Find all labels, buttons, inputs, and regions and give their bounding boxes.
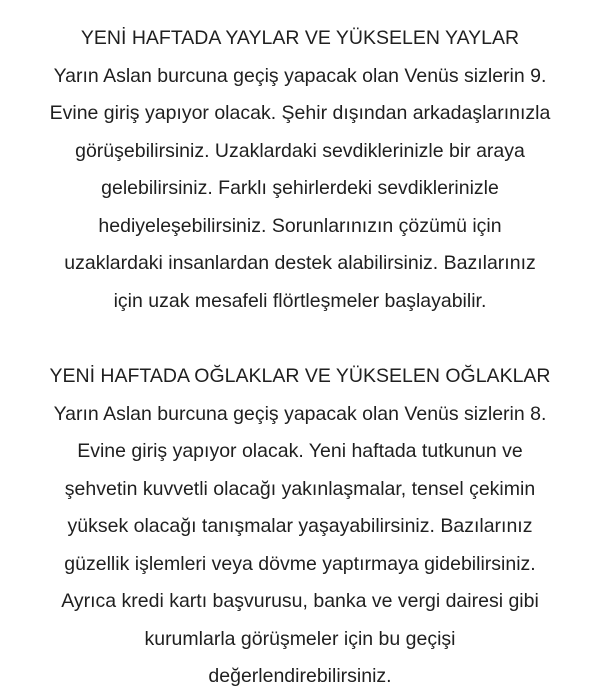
text-line: değerlendirebilirsiniz. bbox=[208, 665, 392, 687]
section-oglaklar bbox=[6, 358, 594, 696]
section-heading: YENİ HAFTADA OĞLAKLAR VE YÜKSELEN OĞLAKLAR bbox=[49, 365, 551, 387]
section-heading: YENİ HAFTADA YAYLAR VE YÜKSELEN YAYLAR bbox=[80, 27, 520, 49]
text-line: güzellik işlemleri veya dövme yaptırmaya gidebilirsiniz. bbox=[64, 552, 536, 575]
section-body bbox=[6, 396, 594, 696]
text-line: için uzak mesafeli flörtleşmeler başlayabilir. bbox=[113, 289, 487, 312]
text-line: Evine giriş yapıyor olacak. Yeni haftada tutkunun ve bbox=[77, 440, 523, 462]
text-line: uzaklardaki insanlardan destek alabilirsiniz. Bazılarınız bbox=[64, 252, 536, 274]
text-line: görüşebilirsiniz. Uzaklardaki sevdiklerinizle bir araya bbox=[75, 139, 525, 162]
text-line: gelebilirsiniz. Farklı şehirlerdeki sevdiklerinizle bbox=[101, 177, 499, 199]
text-line: Evine giriş yapıyor olacak. Şehir dışından arkadaşlarınızla bbox=[49, 102, 551, 124]
section-yaylar bbox=[6, 20, 594, 320]
text-line: kurumlarla görüşmeler için bu geçişi bbox=[144, 627, 456, 650]
text-line: hediyeleşebilirsiniz. Sorunlarınızın çözümü için bbox=[98, 214, 502, 237]
section-body bbox=[6, 58, 594, 321]
text-line: yüksek olacağı tanışmalar yaşayabilirsiniz. Bazılarınız bbox=[67, 515, 533, 537]
text-line: Ayrıca kredi kartı başvurusu, banka ve vergi dairesi gibi bbox=[61, 590, 539, 612]
text-line: Yarın Aslan burcuna geçiş yapacak olan Venüs sizlerin 8. bbox=[53, 402, 547, 425]
text-line: şehvetin kuvvetli olacağı yakınlaşmalar, tensel çekimin bbox=[64, 477, 536, 500]
text-line: Yarın Aslan burcuna geçiş yapacak olan Venüs sizlerin 9. bbox=[53, 64, 547, 87]
